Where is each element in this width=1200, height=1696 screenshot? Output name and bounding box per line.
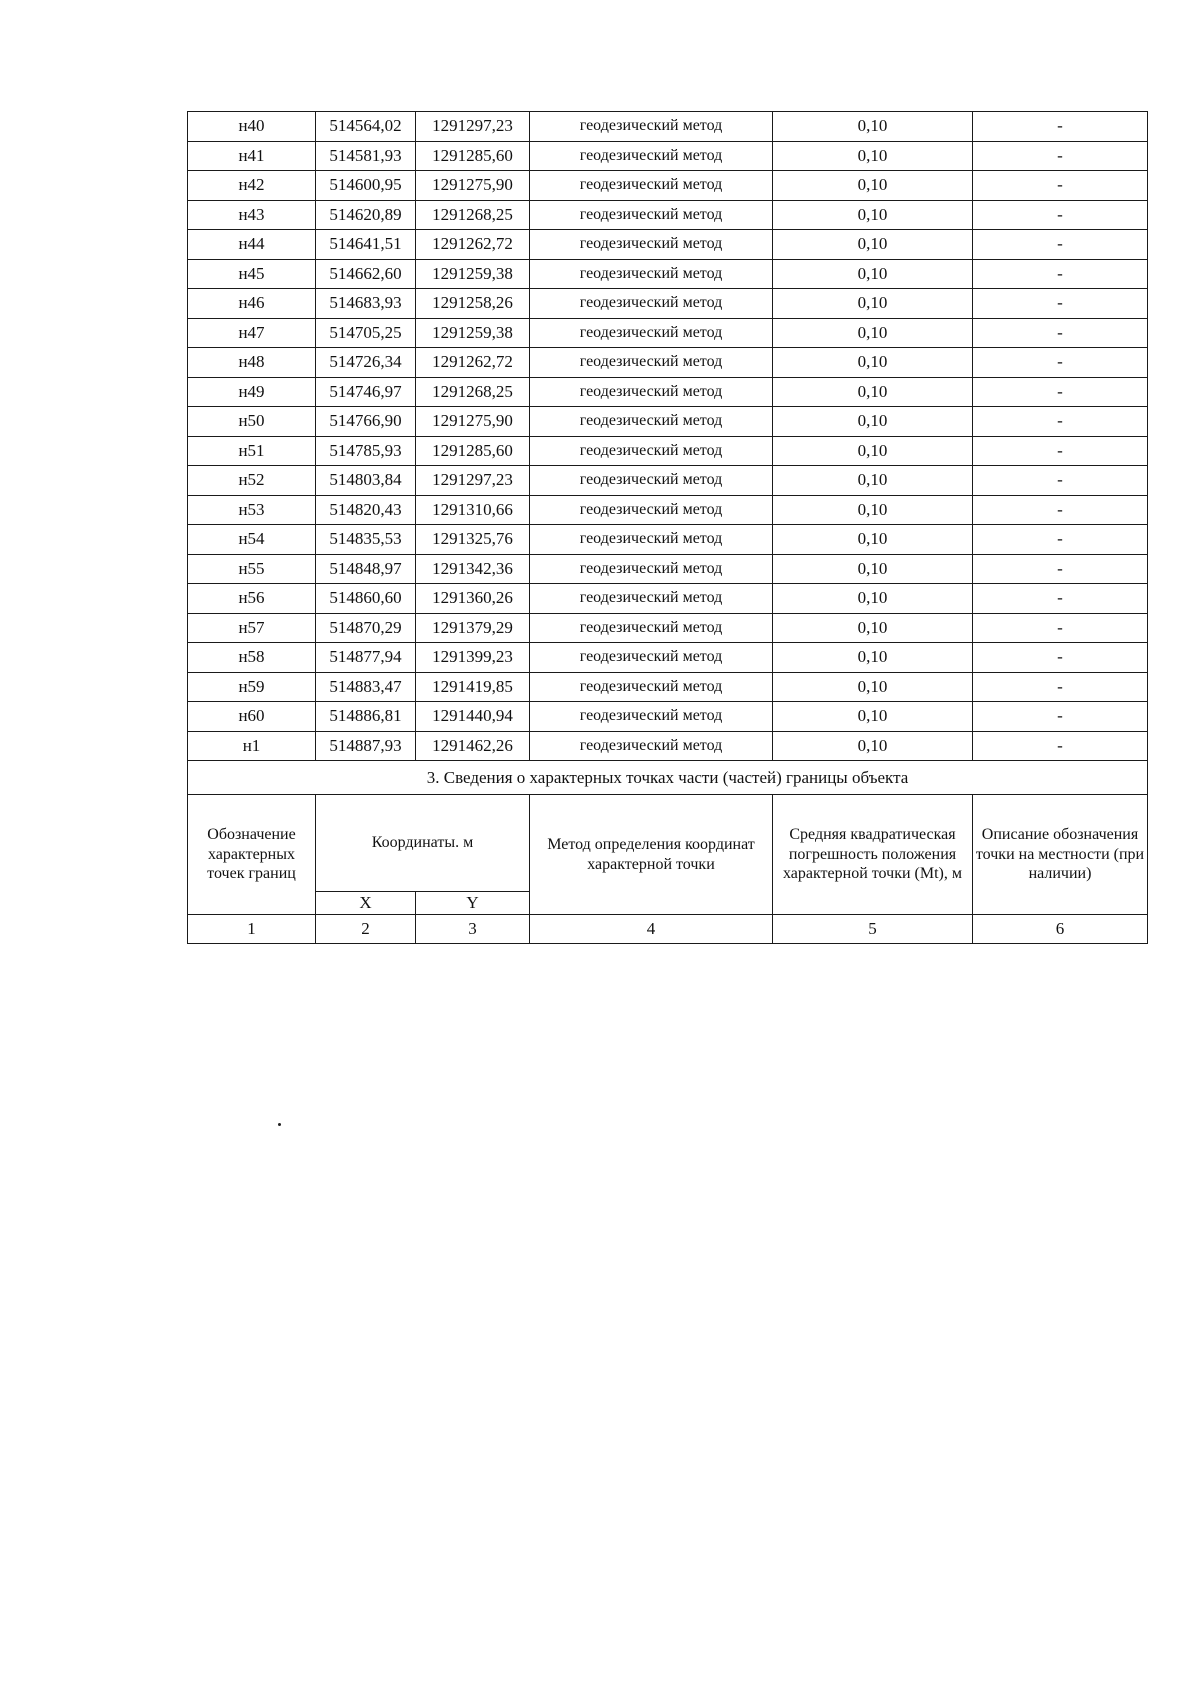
- header-row: [188, 795, 1148, 892]
- method-cell: геодезический метод: [530, 259, 773, 289]
- table-row: [188, 584, 1148, 614]
- x-coordinate-cell: 514860,60: [316, 584, 416, 614]
- section-title-row: [188, 761, 1148, 795]
- method-cell: геодезический метод: [530, 731, 773, 761]
- y-coordinate-cell: 1291262,72: [416, 348, 530, 378]
- method-cell: геодезический метод: [530, 200, 773, 230]
- column-number: 4: [530, 915, 773, 944]
- table-row: [188, 731, 1148, 761]
- table-row: [188, 613, 1148, 643]
- accuracy-cell: 0,10: [773, 200, 973, 230]
- column-number: 2: [316, 915, 416, 944]
- table-row: [188, 436, 1148, 466]
- accuracy-cell: 0,10: [773, 525, 973, 555]
- accuracy-cell: 0,10: [773, 584, 973, 614]
- table-row: [188, 702, 1148, 732]
- stray-dot: [278, 1123, 281, 1126]
- y-coordinate-cell: 1291258,26: [416, 289, 530, 319]
- x-coordinate-cell: 514581,93: [316, 141, 416, 171]
- x-coordinate-cell: 514887,93: [316, 731, 416, 761]
- point-cell: н58: [188, 643, 316, 673]
- method-cell: геодезический метод: [530, 318, 773, 348]
- method-cell: геодезический метод: [530, 495, 773, 525]
- y-coordinate-cell: 1291440,94: [416, 702, 530, 732]
- point-cell: н46: [188, 289, 316, 319]
- y-coordinate-cell: 1291325,76: [416, 525, 530, 555]
- description-cell: -: [973, 702, 1148, 732]
- description-cell: -: [973, 289, 1148, 319]
- accuracy-cell: 0,10: [773, 112, 973, 142]
- point-cell: н57: [188, 613, 316, 643]
- section-title: 3. Сведения о характерных точках части (частей) границы объекта: [188, 761, 1148, 795]
- description-cell: -: [973, 112, 1148, 142]
- x-coordinate-cell: 514883,47: [316, 672, 416, 702]
- accuracy-cell: 0,10: [773, 141, 973, 171]
- description-cell: -: [973, 141, 1148, 171]
- table-row: [188, 466, 1148, 496]
- table-row: [188, 643, 1148, 673]
- x-coordinate-cell: 514785,93: [316, 436, 416, 466]
- x-coordinate-cell: 514564,02: [316, 112, 416, 142]
- point-cell: н41: [188, 141, 316, 171]
- x-coordinate-cell: 514835,53: [316, 525, 416, 555]
- description-cell: -: [973, 407, 1148, 437]
- method-cell: геодезический метод: [530, 171, 773, 201]
- accuracy-cell: 0,10: [773, 466, 973, 496]
- method-cell: геодезический метод: [530, 289, 773, 319]
- point-cell: н59: [188, 672, 316, 702]
- accuracy-cell: 0,10: [773, 318, 973, 348]
- description-cell: -: [973, 436, 1148, 466]
- y-coordinate-cell: 1291379,29: [416, 613, 530, 643]
- method-cell: геодезический метод: [530, 348, 773, 378]
- x-coordinate-cell: 514641,51: [316, 230, 416, 260]
- description-cell: -: [973, 554, 1148, 584]
- column-numbers-row: [188, 915, 1148, 944]
- description-cell: -: [973, 171, 1148, 201]
- method-cell: геодезический метод: [530, 466, 773, 496]
- x-coordinate-cell: 514820,43: [316, 495, 416, 525]
- point-cell: н43: [188, 200, 316, 230]
- y-coordinate-cell: 1291259,38: [416, 318, 530, 348]
- description-cell: -: [973, 643, 1148, 673]
- description-cell: -: [973, 584, 1148, 614]
- accuracy-cell: 0,10: [773, 436, 973, 466]
- description-cell: -: [973, 230, 1148, 260]
- accuracy-cell: 0,10: [773, 613, 973, 643]
- column-number: 1: [188, 915, 316, 944]
- point-cell: н60: [188, 702, 316, 732]
- header-method: Метод определения координат характерной точки: [530, 795, 773, 915]
- y-coordinate-cell: 1291462,26: [416, 731, 530, 761]
- table-row: [188, 672, 1148, 702]
- y-coordinate-cell: 1291275,90: [416, 171, 530, 201]
- accuracy-cell: 0,10: [773, 348, 973, 378]
- table-row: [188, 141, 1148, 171]
- y-coordinate-cell: 1291419,85: [416, 672, 530, 702]
- x-coordinate-cell: 514662,60: [316, 259, 416, 289]
- description-cell: -: [973, 672, 1148, 702]
- method-cell: геодезический метод: [530, 230, 773, 260]
- point-cell: н50: [188, 407, 316, 437]
- method-cell: геодезический метод: [530, 702, 773, 732]
- y-coordinate-cell: 1291297,23: [416, 466, 530, 496]
- table-row: [188, 554, 1148, 584]
- x-coordinate-cell: 514620,89: [316, 200, 416, 230]
- column-number: 6: [973, 915, 1148, 944]
- method-cell: геодезический метод: [530, 141, 773, 171]
- point-cell: н55: [188, 554, 316, 584]
- y-coordinate-cell: 1291360,26: [416, 584, 530, 614]
- table-row: [188, 230, 1148, 260]
- table-row: [188, 200, 1148, 230]
- y-coordinate-cell: 1291342,36: [416, 554, 530, 584]
- table-body: [188, 112, 1148, 944]
- x-coordinate-cell: 514848,97: [316, 554, 416, 584]
- table-row: [188, 525, 1148, 555]
- x-coordinate-cell: 514600,95: [316, 171, 416, 201]
- method-cell: геодезический метод: [530, 613, 773, 643]
- description-cell: -: [973, 318, 1148, 348]
- description-cell: -: [973, 259, 1148, 289]
- header-y: Y: [416, 892, 530, 915]
- method-cell: геодезический метод: [530, 554, 773, 584]
- header-description: Описание обозначения точки на местности (при наличии): [973, 795, 1148, 915]
- table-row: [188, 407, 1148, 437]
- header-accuracy: Средняя квадратическая погрешность положения характерной точки (Mt), м: [773, 795, 973, 915]
- description-cell: -: [973, 613, 1148, 643]
- point-cell: н44: [188, 230, 316, 260]
- coordinates-table: [187, 111, 1148, 944]
- header-coordinates: Координаты. м: [316, 795, 530, 892]
- description-cell: -: [973, 200, 1148, 230]
- point-cell: н52: [188, 466, 316, 496]
- x-coordinate-cell: 514766,90: [316, 407, 416, 437]
- accuracy-cell: 0,10: [773, 259, 973, 289]
- description-cell: -: [973, 377, 1148, 407]
- method-cell: геодезический метод: [530, 407, 773, 437]
- x-coordinate-cell: 514886,81: [316, 702, 416, 732]
- accuracy-cell: 0,10: [773, 554, 973, 584]
- y-coordinate-cell: 1291297,23: [416, 112, 530, 142]
- table-row: [188, 289, 1148, 319]
- point-cell: н47: [188, 318, 316, 348]
- point-cell: н51: [188, 436, 316, 466]
- table-row: [188, 112, 1148, 142]
- y-coordinate-cell: 1291268,25: [416, 200, 530, 230]
- x-coordinate-cell: 514870,29: [316, 613, 416, 643]
- accuracy-cell: 0,10: [773, 171, 973, 201]
- header-point: Обозначение характерных точек границ: [188, 795, 316, 915]
- y-coordinate-cell: 1291285,60: [416, 436, 530, 466]
- y-coordinate-cell: 1291310,66: [416, 495, 530, 525]
- x-coordinate-cell: 514803,84: [316, 466, 416, 496]
- accuracy-cell: 0,10: [773, 377, 973, 407]
- accuracy-cell: 0,10: [773, 407, 973, 437]
- point-cell: н42: [188, 171, 316, 201]
- x-coordinate-cell: 514746,97: [316, 377, 416, 407]
- x-coordinate-cell: 514683,93: [316, 289, 416, 319]
- point-cell: н1: [188, 731, 316, 761]
- description-cell: -: [973, 348, 1148, 378]
- method-cell: геодезический метод: [530, 584, 773, 614]
- accuracy-cell: 0,10: [773, 702, 973, 732]
- table-row: [188, 318, 1148, 348]
- x-coordinate-cell: 514877,94: [316, 643, 416, 673]
- y-coordinate-cell: 1291275,90: [416, 407, 530, 437]
- table-row: [188, 495, 1148, 525]
- point-cell: н53: [188, 495, 316, 525]
- accuracy-cell: 0,10: [773, 731, 973, 761]
- table-row: [188, 348, 1148, 378]
- method-cell: геодезический метод: [530, 436, 773, 466]
- accuracy-cell: 0,10: [773, 672, 973, 702]
- y-coordinate-cell: 1291259,38: [416, 259, 530, 289]
- point-cell: н49: [188, 377, 316, 407]
- header-x: X: [316, 892, 416, 915]
- method-cell: геодезический метод: [530, 672, 773, 702]
- column-number: 5: [773, 915, 973, 944]
- point-cell: н45: [188, 259, 316, 289]
- description-cell: -: [973, 525, 1148, 555]
- column-number: 3: [416, 915, 530, 944]
- method-cell: геодезический метод: [530, 112, 773, 142]
- point-cell: н48: [188, 348, 316, 378]
- point-cell: н56: [188, 584, 316, 614]
- method-cell: геодезический метод: [530, 643, 773, 673]
- table-row: [188, 171, 1148, 201]
- y-coordinate-cell: 1291262,72: [416, 230, 530, 260]
- point-cell: н40: [188, 112, 316, 142]
- x-coordinate-cell: 514726,34: [316, 348, 416, 378]
- accuracy-cell: 0,10: [773, 495, 973, 525]
- table-row: [188, 259, 1148, 289]
- accuracy-cell: 0,10: [773, 643, 973, 673]
- x-coordinate-cell: 514705,25: [316, 318, 416, 348]
- description-cell: -: [973, 466, 1148, 496]
- table-row: [188, 377, 1148, 407]
- accuracy-cell: 0,10: [773, 289, 973, 319]
- point-cell: н54: [188, 525, 316, 555]
- y-coordinate-cell: 1291399,23: [416, 643, 530, 673]
- y-coordinate-cell: 1291268,25: [416, 377, 530, 407]
- accuracy-cell: 0,10: [773, 230, 973, 260]
- method-cell: геодезический метод: [530, 377, 773, 407]
- description-cell: -: [973, 495, 1148, 525]
- method-cell: геодезический метод: [530, 525, 773, 555]
- y-coordinate-cell: 1291285,60: [416, 141, 530, 171]
- description-cell: -: [973, 731, 1148, 761]
